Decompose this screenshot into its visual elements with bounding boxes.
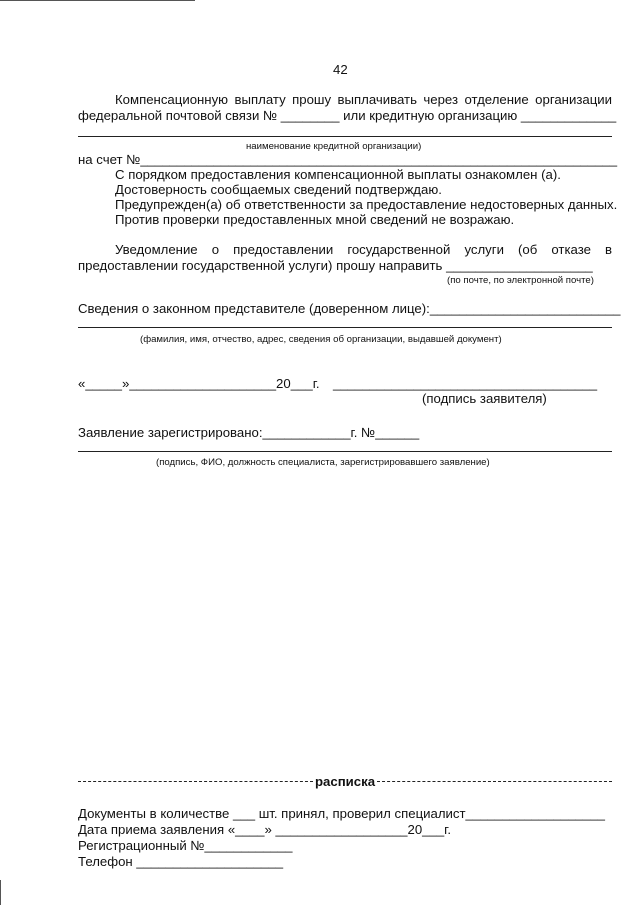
notice-word: услуги (464, 242, 504, 257)
credit-org-rule (78, 136, 612, 137)
payment-word: через (423, 92, 459, 107)
statement-warned: Предупрежден(а) об ответственности за предоставление недостоверных данных. (115, 197, 618, 212)
notice-word: предоставлении (233, 242, 334, 257)
signature-line: ____________________________________ (333, 376, 598, 391)
notice-word: в (604, 242, 612, 257)
page-number: 42 (333, 62, 348, 77)
payment-word: Компенсационную (115, 92, 229, 107)
edge-mark (0, 880, 1, 905)
statement-no-objection: Против проверки предоставленных мной сведений не возражаю. (115, 212, 515, 227)
registration-caption: (подпись, ФИО, должность специалиста, зарегистрировавшего заявление) (156, 457, 490, 468)
notice-word: (об (518, 242, 538, 257)
registration-line: Заявление зарегистрировано:____________г. №______ (78, 425, 420, 440)
receipt-registration-number: Регистрационный №____________ (78, 838, 293, 853)
payment-line-1 (115, 92, 612, 107)
representative-rule (78, 327, 612, 328)
dash-left (78, 781, 313, 782)
payment-word: организации (535, 92, 612, 107)
registration-rule (78, 451, 612, 452)
payment-line-2: федеральной почтовой связи № ________ или кредитную организацию _____________ (78, 108, 617, 123)
dash-right (377, 781, 612, 782)
account-line: на счет №_________________________________________________________________ (78, 152, 618, 167)
signature-caption: (подпись заявителя) (422, 391, 547, 406)
notice-word: отказе (551, 242, 591, 257)
notice-word: о (211, 242, 220, 257)
notice-line-1 (115, 242, 612, 257)
representative-caption: (фамилия, имя, отчество, адрес, сведения об организации, выдавшей документ) (140, 334, 502, 345)
payment-word: отделение (464, 92, 529, 107)
notice-caption: (по почте, по электронной почте) (447, 275, 594, 286)
representative-line: Сведения о законном представителе (доверенном лице):__________________________ (78, 301, 621, 316)
notice-line-2: предоставлении государственной услуги) прошу направить ____________________ (78, 258, 593, 273)
receipt-documents-line: Документы в количестве ___ шт. принял, проверил специалист___________________ (78, 806, 605, 821)
payment-word: выплачивать (337, 92, 417, 107)
application-date: «_____»____________________20___г. (78, 376, 320, 391)
notice-word: Уведомление (115, 242, 198, 257)
statement-familiar: С порядком предоставления компенсационной выплаты ознакомлен (а). (115, 167, 561, 182)
notice-word: государственной (347, 242, 451, 257)
receipt-date-line: Дата приема заявления «____» __________________20___г. (78, 822, 452, 837)
receipt-title: расписка (314, 774, 376, 789)
receipt-phone: Телефон ____________________ (78, 854, 284, 869)
statement-confirm: Достоверность сообщаемых сведений подтверждаю. (115, 182, 442, 197)
payment-word: выплату (234, 92, 286, 107)
credit-org-caption: наименование кредитной организации) (246, 141, 422, 152)
top-rule (0, 0, 195, 1)
payment-word: прошу (292, 92, 332, 107)
receipt-divider (78, 774, 612, 789)
